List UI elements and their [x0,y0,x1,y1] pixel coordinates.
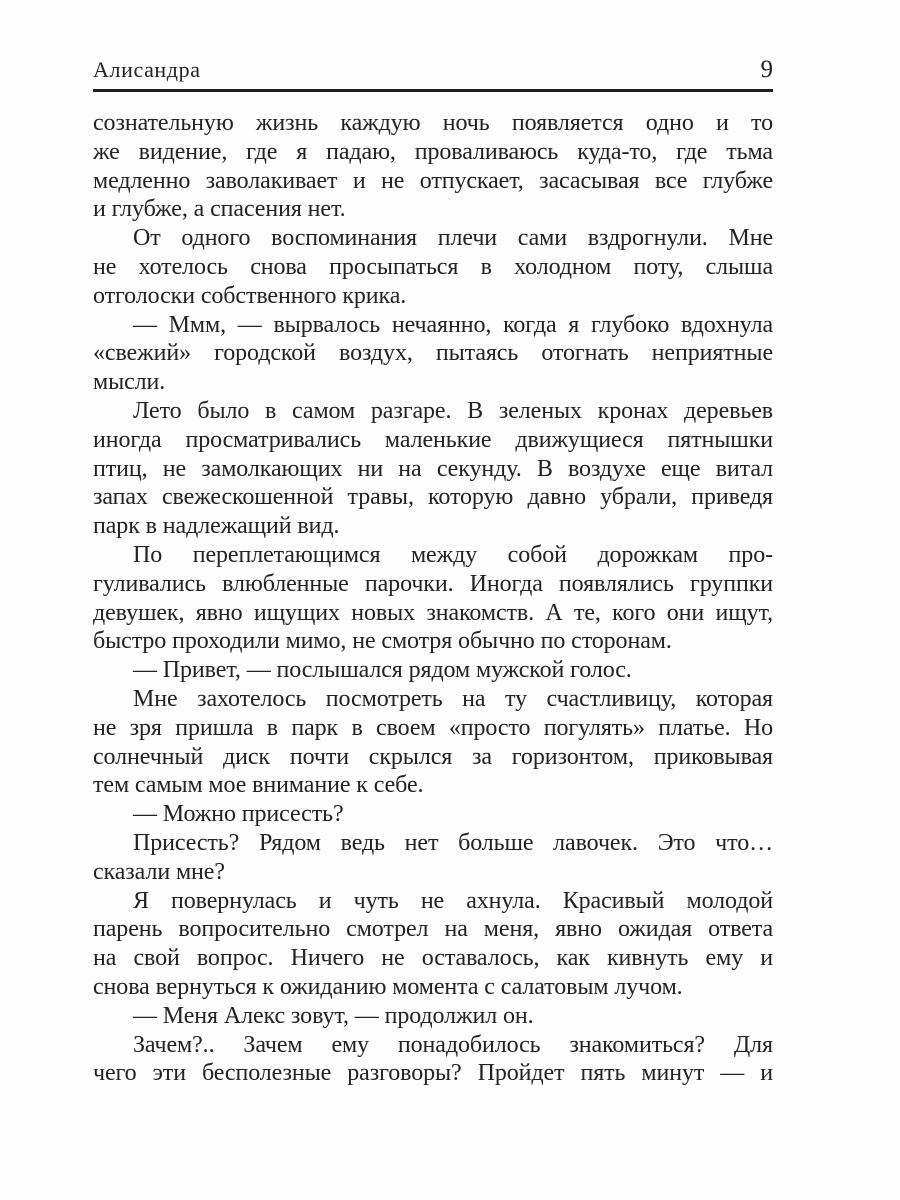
paragraph [93,887,773,1002]
text-line: отголоски собственного крика. [93,282,407,309]
paragraph [93,1002,773,1031]
text-line: солнечный диск почти скрылся за горизонтом, приковывая [93,743,773,770]
text-line: парень вопросительно смотрел на меня, явно ожидая ответа [93,916,773,943]
text-line: — Ммм, — вырвалось нечаянно, когда я глубоко вдохнула [133,311,773,338]
text-line: не зря пришла в парк в своем «просто погулять» платье. Но [93,714,773,741]
text-line: тем самым мое внимание к себе. [93,772,424,799]
text-line: Зачем?.. Зачем ему понадобилось знакомиться? Для [133,1031,773,1058]
text-line: запах свежескошенной травы, которую давно убрали, приведя [93,484,773,511]
text-line: По переплетающимся между собой дорожкам про- [133,541,773,568]
paragraph [93,224,773,310]
text-line: гуливались влюбленные парочки. Иногда появлялись группки [93,570,773,597]
running-title: Алисандра [93,57,201,82]
text-line: Я повернулась и чуть не ахнула. Красивый молодой [133,887,773,914]
paragraph [93,397,773,541]
body-text [93,109,773,1088]
paragraph [93,656,773,685]
text-line: птиц, не замолкающих ни на секунду. В воздухе еще витал [93,455,773,482]
paragraph [93,829,773,887]
paragraph [93,109,773,224]
text-line: мысли. [93,369,166,396]
text-line: девушек, явно ищущих новых знакомств. А те, кого они ищут, [93,599,773,626]
paragraph [93,1031,773,1089]
text-line: чего эти бесполезные разговоры? Пройдет пять минут — и [93,1060,773,1087]
text-line: — Можно присесть? [133,801,344,828]
text-line: же видение, где я падаю, проваливаюсь куда-то, где тьма [93,138,773,165]
text-line: и глубже, а спасения нет. [93,196,346,223]
text-line: сказали мне? [93,858,225,885]
text-line: Мне захотелось посмотреть на ту счастливицу, которая [133,685,773,712]
text-line: парк в надлежащий вид. [93,513,340,540]
text-line: «свежий» городской воздух, пытаясь отогнать неприятные [93,340,773,367]
text-line: медленно заволакивает и не отпускает, засасывая все глубже [93,167,773,194]
text-line: Лето было в самом разгаре. В зеленых кронах деревьев [133,397,773,424]
text-line: не хотелось снова просыпаться в холодном поту, слыша [93,253,773,280]
paragraph [93,685,773,800]
text-line: на свой вопрос. Ничего не оставалось, как кивнуть ему и [93,945,773,972]
paragraph [93,311,773,397]
text-line: Присесть? Рядом ведь нет больше лавочек. Это что… [133,829,773,856]
text-line: — Меня Алекс зовут, — продолжил он. [133,1002,534,1029]
paragraph [93,541,773,656]
text-line: — Привет, — послышался рядом мужской голос. [133,657,632,684]
text-line: сознательную жизнь каждую ночь появляется одно и то [93,110,773,136]
text-line: быстро проходили мимо, не смотря обычно по сторонам. [93,628,672,655]
page-number: 9 [760,56,773,83]
page-header [93,57,773,92]
paragraph [93,800,773,829]
text-line: снова вернуться к ожиданию момента с салатовым лучом. [93,973,683,1000]
text-line: От одного воспоминания плечи сами вздрогнули. Мне [133,225,773,252]
text-line: иногда просматривались маленькие движущиеся пятнышки [93,426,773,453]
